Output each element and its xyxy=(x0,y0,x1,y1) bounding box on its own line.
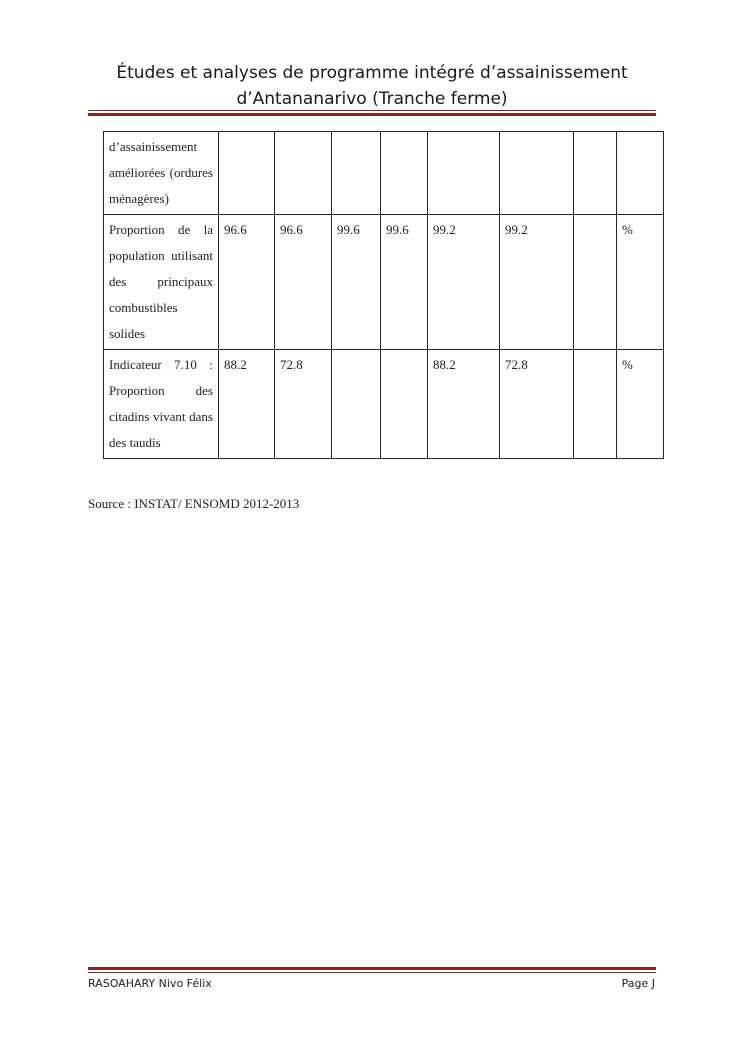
footer-page-number: Page J xyxy=(621,977,655,990)
source-note: Source : INSTAT/ ENSOMD 2012-2013 xyxy=(88,496,300,511)
table-cell xyxy=(428,132,500,215)
table-cell: 88.2 xyxy=(219,350,275,459)
table-cell xyxy=(574,132,617,215)
table-row xyxy=(104,215,664,350)
indicator-table xyxy=(103,131,664,459)
table-cell xyxy=(381,350,428,459)
footer-rule-thin xyxy=(88,972,656,973)
table-cell xyxy=(574,215,617,350)
table-cell: 72.8 xyxy=(275,350,332,459)
table-cell xyxy=(617,132,664,215)
header-title-line-2: d’Antananarivo (Tranche ferme) xyxy=(236,89,508,109)
table-cell: 99.2 xyxy=(428,215,500,350)
header-rule-thick xyxy=(88,113,656,116)
table-cell xyxy=(381,132,428,215)
table-cell: 99.6 xyxy=(381,215,428,350)
footer-rule-thick xyxy=(88,967,656,970)
table-cell: 88.2 xyxy=(428,350,500,459)
table-cell: 96.6 xyxy=(275,215,332,350)
table-cell: % xyxy=(617,215,664,350)
header-rule-thin xyxy=(88,110,656,111)
row-label: d’assainissement améliorées (ordures ménagères) xyxy=(104,132,219,215)
table-cell: 72.8 xyxy=(500,350,574,459)
footer-author: RASOAHARY Nivo Félix xyxy=(88,977,212,990)
table-cell: 99.2 xyxy=(500,215,574,350)
header-title-line-1: Études et analyses de programme intégré d’assainissement xyxy=(116,63,628,83)
table-cell: % xyxy=(617,350,664,459)
table-cell xyxy=(275,132,332,215)
table-cell xyxy=(500,132,574,215)
table-cell: 99.6 xyxy=(332,215,381,350)
row-label: Indicateur 7.10 : Proportion des citadins vivant dans des taudis xyxy=(104,350,219,459)
table-row xyxy=(104,132,664,215)
table-cell xyxy=(219,132,275,215)
table-cell xyxy=(332,132,381,215)
row-label: Proportion de la population utilisant des principaux combustibles solides xyxy=(104,215,219,350)
table-cell xyxy=(574,350,617,459)
table-row xyxy=(104,350,664,459)
document-header-title xyxy=(88,60,656,112)
table-cell xyxy=(332,350,381,459)
table-cell: 96.6 xyxy=(219,215,275,350)
